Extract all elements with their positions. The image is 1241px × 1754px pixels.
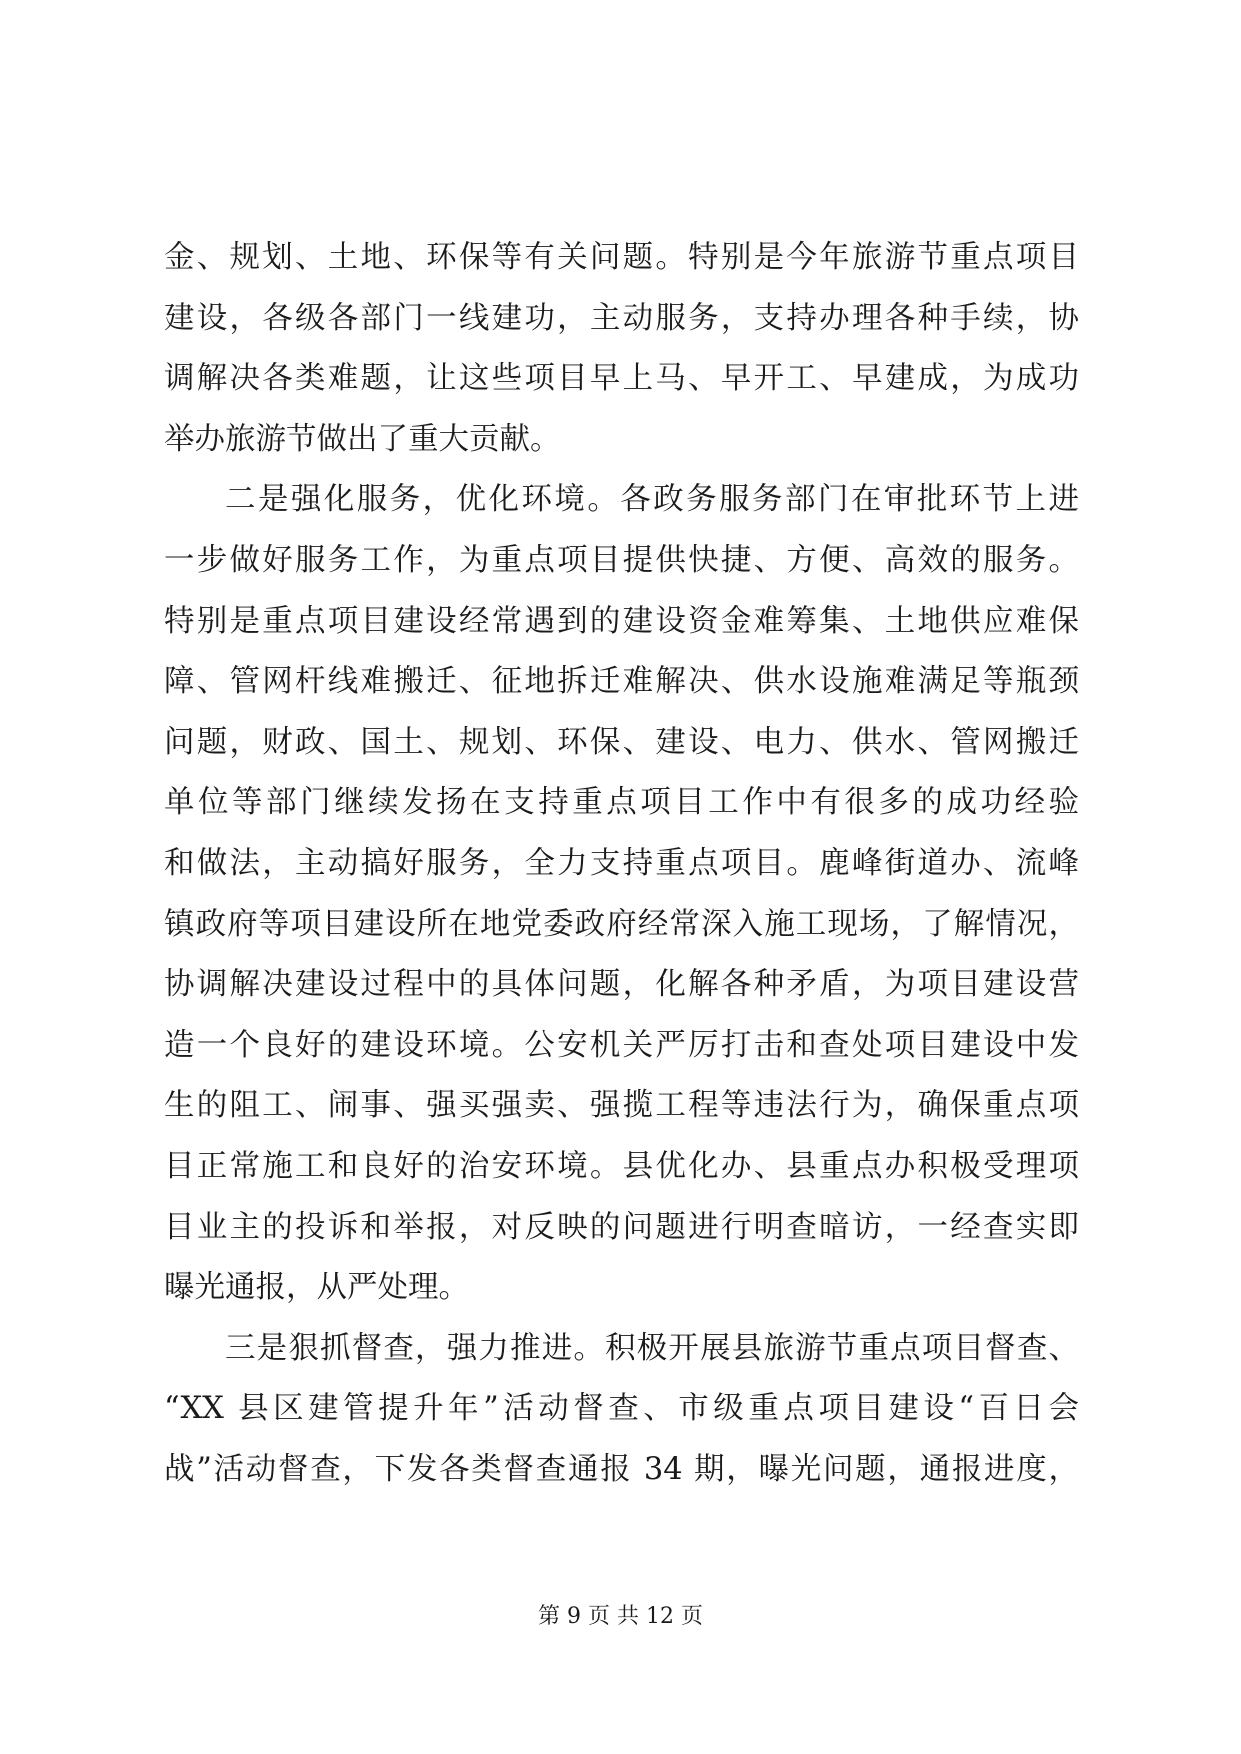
paragraph-2-line-5: 问题，财政、国土、规划、环保、建设、电力、供水、管网搬迁 bbox=[164, 724, 1079, 760]
document-body bbox=[164, 228, 1079, 1500]
paragraph-2-line-14: 曝光通报，从严处理。 bbox=[164, 1270, 469, 1306]
paragraph-2-line-7: 和做法，主动搞好服务，全力支持重点项目。鹿峰街道办、流峰 bbox=[164, 845, 1079, 881]
paragraph-2-line-2: 一步做好服务工作，为重点项目提供快捷、方便、高效的服务。 bbox=[164, 542, 1079, 578]
paragraph-2-line-10: 造一个良好的建设环境。公安机关严厉打击和查处项目建设中发 bbox=[164, 1027, 1079, 1063]
paragraph-1-line-1: 金、规划、土地、环保等有关问题。特别是今年旅游节重点项目 bbox=[164, 240, 1079, 275]
paragraph-2-line-9: 协调解决建设过程中的具体问题，化解各种矛盾，为项目建设营 bbox=[164, 967, 1079, 1003]
paragraph-3-line-1: 三是狠抓督查，强力推进。积极开展县旅游节重点项目督查、 bbox=[225, 1330, 1079, 1366]
paragraph-2-line-6: 单位等部门继续发扬在支持重点项目工作中有很多的成功经验 bbox=[164, 785, 1079, 821]
paragraph-1-line-4: 举办旅游节做出了重大贡献。 bbox=[164, 421, 561, 457]
paragraph-2-line-13: 目业主的投诉和举报，对反映的问题进行明查暗访，一经查实即 bbox=[164, 1209, 1079, 1245]
paragraph-1-line-3: 调解决各类难题，让这些项目早上马、早开工、早建成，为成功 bbox=[164, 361, 1079, 397]
paragraph-1-line-2: 建设，各级各部门一线建功，主动服务，支持办理各种手续，协 bbox=[164, 300, 1079, 336]
paragraph-2-line-1: 二是强化服务，优化环境。各政务服务部门在审批环节上进 bbox=[225, 482, 1079, 518]
paragraph-3-line-3: 战”活动督查，下发各类督查通报 34 期，曝光问题，通报进度， bbox=[164, 1451, 1079, 1487]
paragraph-2-line-8: 镇政府等项目建设所在地党委政府经常深入施工现场，了解情况， bbox=[164, 906, 1079, 942]
paragraph-2-line-4: 障、管网杆线难搬迁、征地拆迁难解决、供水设施难满足等瓶颈 bbox=[164, 664, 1079, 700]
paragraph-2-line-11: 生的阻工、闹事、强买强卖、强揽工程等违法行为，确保重点项 bbox=[164, 1088, 1079, 1124]
paragraph-2-line-12: 目正常施工和良好的治安环境。县优化办、县重点办积极受理项 bbox=[164, 1148, 1079, 1184]
page-number-footer: 第 9 页 共 12 页 bbox=[538, 1604, 703, 1629]
paragraph-2-line-3: 特别是重点项目建设经常遇到的建设资金难筹集、土地供应难保 bbox=[164, 603, 1079, 639]
paragraph-3-line-2: “XX 县区建管提升年”活动督查、市级重点项目建设“百日会 bbox=[164, 1391, 1079, 1427]
